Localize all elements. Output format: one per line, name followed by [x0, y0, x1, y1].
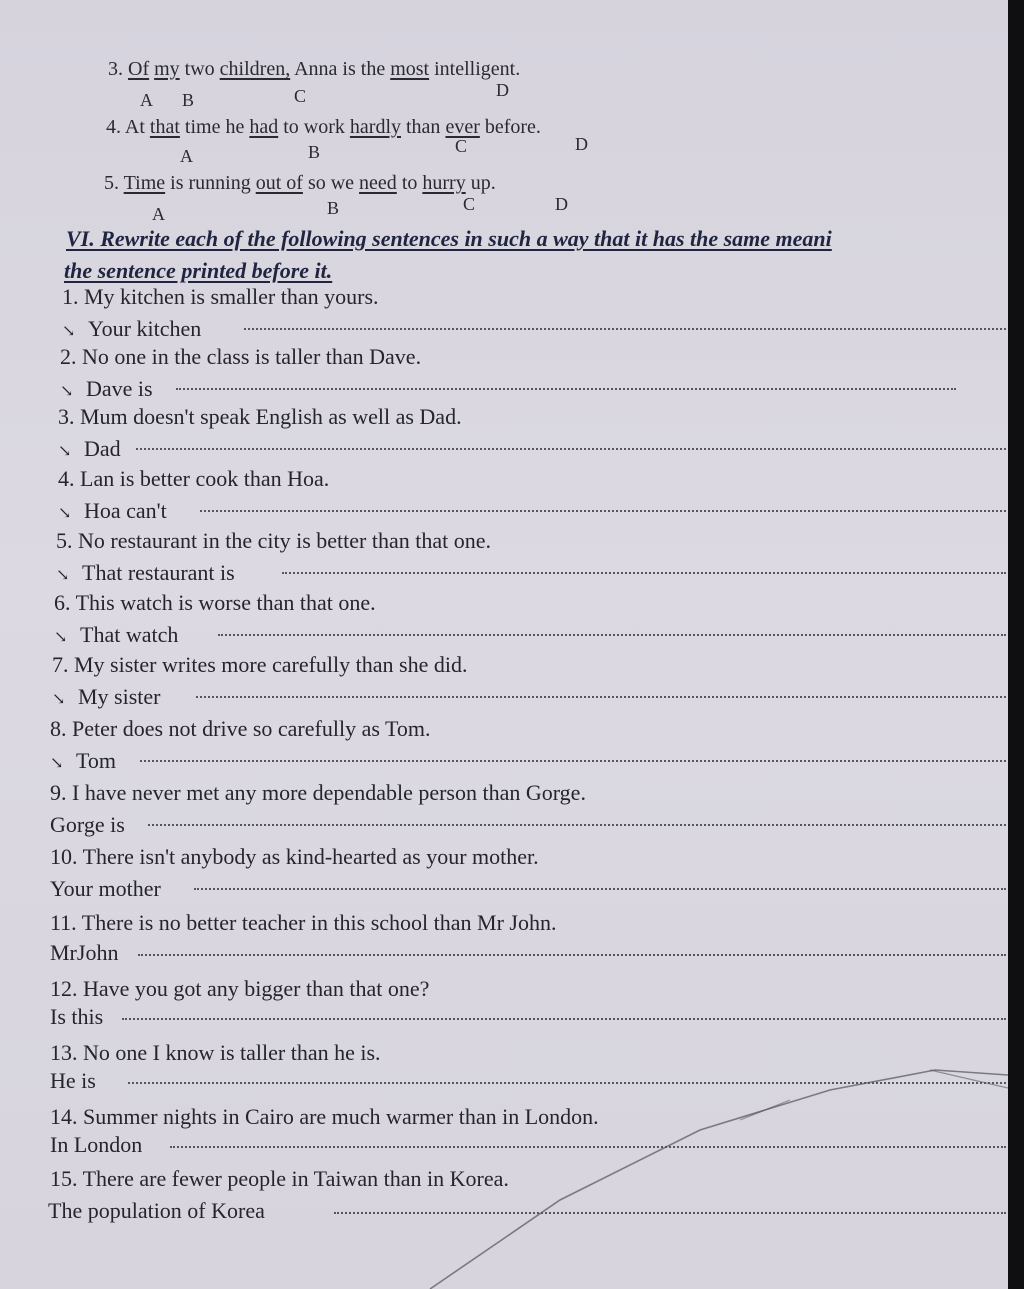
arrow-icon: ↘ [62, 323, 76, 340]
mc-text: to [401, 172, 418, 194]
answer-prompt-12: Is this [50, 1004, 104, 1029]
option-a-text: that [149, 116, 180, 138]
option-b-text: my [154, 58, 180, 80]
arrow-icon: ↘ [50, 755, 64, 772]
answer-prompt-9: Gorge is [50, 812, 125, 837]
answer-prefix: Your kitchen [88, 316, 202, 341]
arrow-icon: ↘ [58, 443, 72, 460]
answer-line-13[interactable] [128, 1082, 1006, 1084]
mc-text: so we [307, 172, 355, 194]
question-13: 13. No one I know is taller than he is. [50, 1040, 381, 1065]
letter-a: A [140, 90, 153, 110]
answer-prompt-4 [58, 498, 167, 527]
answer-prefix: Dave is [86, 376, 153, 401]
answer-prompt-3 [58, 436, 121, 465]
question-5: 5. No restaurant in the city is better than that one. [56, 528, 491, 553]
question-2: 2. No one in the class is taller than Dave. [60, 344, 422, 369]
mc-text: to work [283, 116, 345, 138]
letter-b: B [308, 142, 321, 162]
question-10: 10. There isn't anybody as kind-hearted as your mother. [50, 844, 539, 869]
answer-line-5[interactable] [282, 572, 1006, 574]
arrow-icon: ↘ [58, 505, 72, 522]
answer-line-14[interactable] [170, 1146, 1006, 1148]
question-7: 7. My sister writes more carefully than she did. [52, 652, 468, 677]
section-heading-continued: the sentence printed before it. [64, 258, 333, 283]
answer-line-2[interactable] [176, 388, 956, 390]
arrow-icon: ↘ [56, 567, 70, 584]
question-11: 11. There is no better teacher in this school than Mr John. [50, 910, 557, 935]
answer-line-6[interactable] [218, 634, 1006, 636]
question-8: 8. Peter does not drive so carefully as Tom. [50, 716, 431, 741]
question-3: 3. Mum doesn't speak English as well as Dad. [58, 404, 462, 429]
answer-line-12[interactable] [122, 1018, 1006, 1020]
option-d-text: hurry [422, 172, 466, 194]
answer-line-4[interactable] [200, 510, 1006, 512]
mc-text: time he [184, 116, 245, 138]
answer-prompt-10: Your mother [50, 876, 161, 901]
letter-d: D [496, 80, 509, 100]
option-c-text: need [359, 172, 397, 194]
answer-line-8[interactable] [140, 760, 1006, 762]
answer-prompt-11: MrJohn [50, 940, 119, 965]
mc-number: 4. [106, 116, 121, 138]
letter-b: B [327, 198, 340, 218]
letter-d: D [575, 134, 588, 154]
mc-text: Anna is the [294, 58, 386, 80]
answer-prefix: My sister [78, 684, 161, 709]
question-4: 4. Lan is better cook than Hoa. [58, 466, 330, 491]
letter-c: C [463, 194, 476, 214]
option-d-text: most [390, 58, 430, 80]
answer-prompt-1 [62, 316, 201, 345]
mc-text: than [406, 116, 441, 138]
arrow-icon: ↘ [54, 629, 68, 646]
letter-d: D [555, 194, 568, 214]
section-heading: VI. Rewrite each of the following sentences in such a way that it has the same meani [66, 226, 832, 251]
letter-a: A [180, 146, 193, 166]
answer-prompt-14: In London [50, 1132, 143, 1157]
option-d-text: ever [445, 116, 480, 138]
letter-b: B [182, 90, 195, 110]
answer-line-1[interactable] [244, 328, 1006, 330]
question-14: 14. Summer nights in Cairo are much warmer than in London. [50, 1104, 599, 1129]
option-a-text: Time [123, 172, 166, 194]
mc-text: intelligent. [434, 58, 521, 80]
answer-prompt-8 [50, 748, 116, 777]
letter-c: C [455, 136, 468, 156]
question-1: 1. My kitchen is smaller than yours. [62, 284, 379, 309]
option-b-text: out of [255, 172, 303, 194]
mc-question-5 [104, 170, 496, 196]
mc-text: At [124, 116, 145, 138]
answer-prompt-13: He is [50, 1068, 96, 1093]
answer-line-7[interactable] [196, 696, 1006, 698]
answer-prompt-5 [56, 560, 235, 589]
mc-text: up. [470, 172, 496, 194]
question-6: 6. This watch is worse than that one. [54, 590, 376, 615]
answer-prefix: Dad [84, 436, 121, 461]
answer-line-11[interactable] [138, 954, 1006, 956]
arrow-icon: ↘ [60, 383, 74, 400]
question-9: 9. I have never met any more dependable person than Gorge. [50, 780, 586, 805]
mc-question-3 [108, 56, 520, 82]
mc-text: two [184, 58, 215, 80]
answer-line-10[interactable] [194, 888, 1006, 890]
answer-prefix: Tom [76, 748, 117, 773]
answer-prompt-7 [52, 684, 161, 713]
answer-prefix: That watch [80, 622, 179, 647]
answer-prompt-15: The population of Korea [48, 1198, 265, 1223]
answer-line-9[interactable] [148, 824, 1006, 826]
option-a-text: Of [128, 58, 150, 80]
mc-number: 3. [108, 58, 123, 80]
mc-question-4 [106, 114, 541, 140]
question-15: 15. There are fewer people in Taiwan than in Korea. [50, 1166, 509, 1191]
dark-screen-edge [1008, 0, 1024, 1289]
question-12: 12. Have you got any bigger than that one? [50, 976, 430, 1001]
mc-text: before. [484, 116, 541, 138]
letter-a: A [152, 204, 165, 224]
option-c-text: hardly [349, 116, 401, 138]
mc-number: 5. [104, 172, 119, 194]
answer-prompt-2 [60, 376, 153, 405]
answer-prefix: That restaurant is [82, 560, 235, 585]
answer-line-3[interactable] [136, 448, 1006, 450]
mc-text: is running [170, 172, 251, 194]
arrow-icon: ↘ [52, 691, 66, 708]
option-c-text: children, [219, 58, 291, 80]
answer-prompt-6 [54, 622, 178, 651]
letter-c: C [294, 86, 307, 106]
answer-line-15[interactable] [334, 1212, 1006, 1214]
option-b-text: had [249, 116, 279, 138]
answer-prefix: Hoa can't [84, 498, 167, 523]
